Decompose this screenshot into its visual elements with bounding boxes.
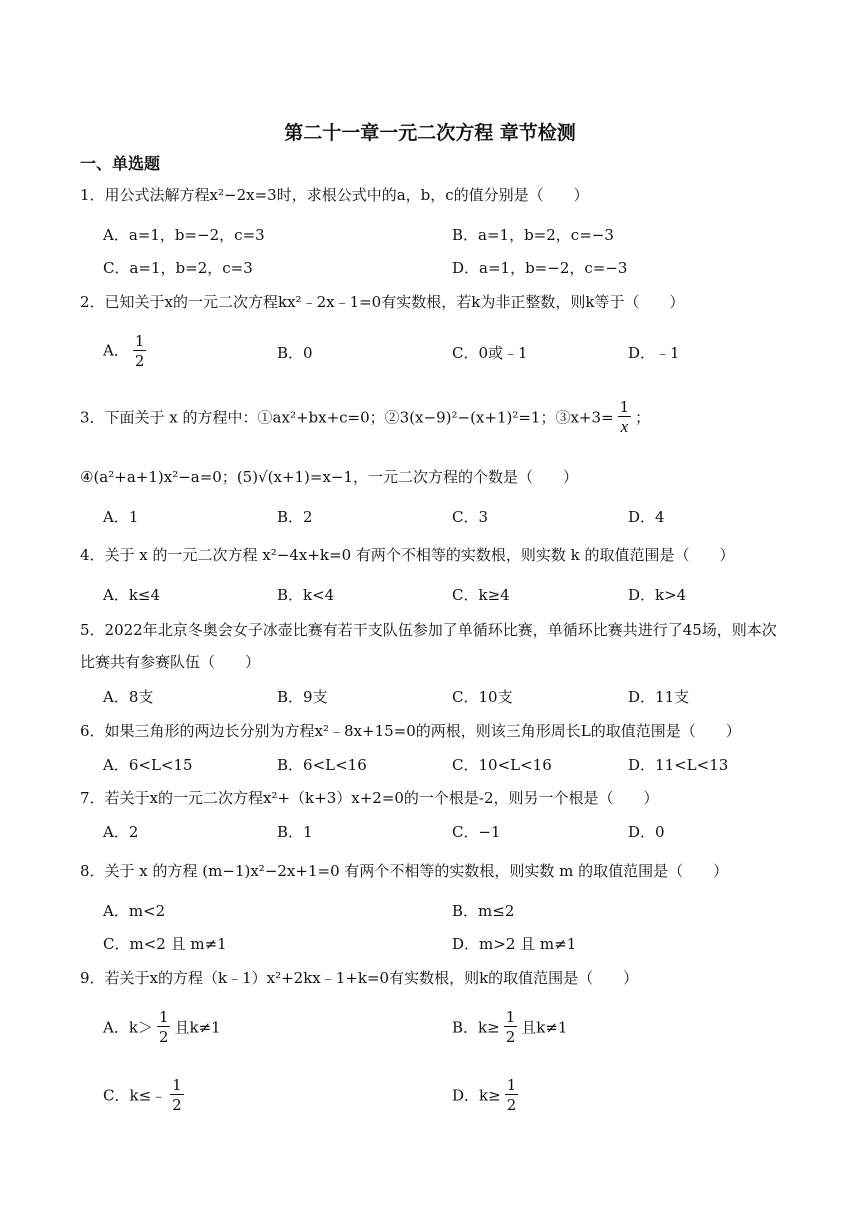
stem-text: 3．下面关于 x 的方程中：①ax²+bx+c=0；②3(x−9)²−(x+1)²=1；③x+3= [80, 408, 614, 427]
question-8-option-a: A．m<2 [103, 902, 166, 920]
question-2-option-c: C．0或﹣1 [452, 344, 528, 362]
question-8-option-b: B．m≤2 [452, 902, 515, 920]
question-3-option-a: A．1 [103, 508, 139, 526]
question-8-stem: 8．关于 x 的方程 (m−1)x²−2x+1=0 有两个不相等的实数根，则实数 m 的取值范围是（ ） [80, 862, 729, 880]
option-label: C．k≤﹣ [103, 1086, 167, 1105]
fraction [505, 1076, 519, 1115]
option-label: B．k≥ [452, 1018, 500, 1037]
stem-text-end: ； [635, 408, 651, 427]
fraction-numerator: 1 [158, 1008, 169, 1026]
question-1-option-d: D．a=1，b=−2，c=−3 [452, 259, 628, 277]
question-7-option-a: A．2 [103, 823, 139, 841]
question-4-stem: 4．关于 x 的一元二次方程 x²−4x+k=0 有两个不相等的实数根，则实数 k 的取值范围是（ ） [80, 546, 735, 564]
option-suffix: 且k≠1 [521, 1018, 568, 1037]
question-7-option-c: C．−1 [452, 823, 501, 841]
section-heading: 一、单选题 [80, 154, 161, 173]
page-title: 第二十一章一元二次方程 章节检测 [284, 122, 576, 144]
question-2-option-d: D．﹣1 [628, 344, 680, 362]
fraction-denominator: 2 [158, 1028, 169, 1046]
option-label: D．k≥ [452, 1086, 501, 1105]
question-5-stem-line2: 比赛共有参赛队伍（ ） [80, 653, 261, 671]
question-6-option-a: A．6<L<15 [103, 756, 193, 774]
fraction-numerator: 1 [172, 1076, 182, 1094]
question-1-stem: 1．用公式法解方程x²−2x=3时，求根公式中的a，b，c的值分别是（ ） [80, 186, 589, 204]
question-9-stem: 9．若关于x的方程（k﹣1）x²+2kx﹣1+k=0有实数根，则k的取值范围是（ ） [80, 969, 639, 987]
question-2-stem: 2．已知关于x的一元二次方程kx²﹣2x﹣1=0有实数根，若k为非正整数，则k等于（ ） [80, 293, 685, 311]
question-9-option-b [452, 1008, 567, 1047]
question-3-option-d: D．4 [628, 508, 665, 526]
question-3-stem-line2: ④(a²+a+1)x²−a=0；(5)√(x+1)=x−1，一元二次方程的个数是（ ） [80, 468, 579, 486]
option-label: A． [103, 341, 129, 360]
fraction [618, 398, 632, 437]
question-5-option-a: A．8支 [103, 688, 154, 706]
question-7-option-b: B．1 [277, 823, 313, 841]
question-3-option-c: C．3 [452, 508, 489, 526]
question-4-option-c: C．k≥4 [452, 586, 510, 604]
question-5-option-c: C．10支 [452, 688, 513, 706]
question-1-option-c: C．a=1，b=2，c=3 [103, 259, 253, 277]
question-7-stem: 7．若关于x的一元二次方程x²+（k+3）x+2=0的一个根是-2，则另一个根是（ ） [80, 789, 659, 807]
option-label: A．k＞ [103, 1018, 153, 1037]
question-7-option-d: D．0 [628, 823, 665, 841]
question-3-option-b: B．2 [277, 508, 313, 526]
question-4-option-b: B．k<4 [277, 586, 335, 604]
question-9-option-d [452, 1076, 522, 1115]
question-1-option-a: A．a=1，b=−2，c=3 [103, 226, 265, 244]
question-6-stem: 6．如果三角形的两边长分别为方程x²﹣8x+15=0的两根，则该三角形周长L的取值范围是（ ） [80, 722, 741, 740]
fraction-denominator: 2 [172, 1096, 182, 1114]
question-9-option-a [103, 1008, 221, 1047]
fraction [504, 1008, 518, 1047]
question-6-option-c: C．10<L<16 [452, 756, 552, 774]
fraction [157, 1008, 171, 1047]
question-5-option-b: B．9支 [277, 688, 328, 706]
fraction-denominator: 2 [134, 352, 145, 370]
question-3-stem-line1 [80, 398, 650, 437]
question-4-option-d: D．k>4 [628, 586, 687, 604]
question-2-option-a [103, 332, 150, 371]
fraction [133, 332, 147, 371]
fraction [170, 1076, 184, 1115]
fraction-numerator: 1 [619, 398, 630, 416]
fraction-numerator: 1 [134, 332, 145, 350]
question-6-option-d: D．11<L<13 [628, 756, 729, 774]
question-8-option-d: D．m>2 且 m≠1 [452, 935, 577, 953]
option-suffix: 且k≠1 [174, 1018, 221, 1037]
fraction-denominator: 2 [505, 1028, 516, 1046]
question-2-option-b: B．0 [277, 344, 313, 362]
question-9-option-c [103, 1076, 188, 1115]
question-8-option-c: C．m<2 且 m≠1 [103, 935, 227, 953]
question-1-option-b: B．a=1，b=2，c=−3 [452, 226, 614, 244]
fraction-denominator: x [618, 416, 632, 437]
question-5-stem-line1: 5．2022年北京冬奥会女子冰壶比赛有若干支队伍参加了单循环比赛，单循环比赛共进行了45场，则本次 [80, 621, 777, 639]
fraction-numerator: 1 [506, 1076, 517, 1094]
fraction-numerator: 1 [505, 1008, 516, 1026]
question-6-option-b: B．6<L<16 [277, 756, 367, 774]
question-5-option-d: D．11支 [628, 688, 690, 706]
question-4-option-a: A．k≤4 [103, 586, 161, 604]
fraction-denominator: 2 [506, 1096, 517, 1114]
